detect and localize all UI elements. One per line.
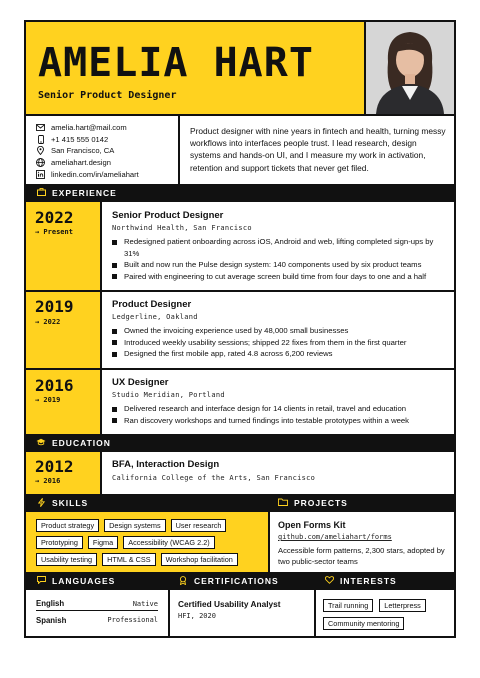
skill-chip: Design systems (104, 519, 166, 532)
job-2-divider (100, 292, 102, 368)
language-row (36, 597, 158, 611)
language-name: English (36, 599, 65, 608)
certifications-heading (168, 572, 314, 590)
job-1-title: Senior Product Designer (112, 210, 224, 221)
project-description: Accessible form patterns, 2,300 stars, adopted by two public-sector teams (278, 546, 445, 566)
job-3-bullet: Ran discovery workshops and turned findings into testable prototypes within a week (112, 415, 446, 427)
job-3-divider (100, 370, 102, 434)
skill-chip: Product strategy (36, 519, 99, 532)
contact-phone[interactable] (36, 134, 139, 146)
lightning-icon (36, 498, 46, 509)
candidate-role: Senior Product Designer (38, 90, 177, 101)
skill-chip: Workshop facilitation (161, 553, 238, 566)
job-3-title: UX Designer (112, 377, 169, 388)
job-1-bullet: Paired with engineering to cut average screen build time from four days to one and a half (112, 271, 446, 283)
speech-bubble-icon (36, 576, 46, 586)
job-2-year: 2019 (35, 297, 74, 316)
education-year: 2012 (35, 457, 74, 476)
graduation-cap-icon (36, 438, 46, 448)
education-until: → 2016 (35, 477, 61, 485)
profile-summary: Product designer with nine years in fintech and health, turning messy workflows into interfaces people trust. I lead research, design systems and hands-on UI, and I measure my work in activation, retention and support tickets that never get filed. (190, 126, 446, 173)
interest-chip: Trail running (323, 599, 373, 612)
job-2-org: Ledgerline, Oakland (112, 313, 198, 321)
interest-chip: Community mentoring (323, 617, 404, 630)
heart-icon (324, 576, 334, 586)
experience-heading (26, 184, 454, 202)
skill-chip: Usability testing (36, 553, 97, 566)
language-level: Professional (107, 616, 158, 624)
header-bottom-rule (26, 114, 454, 116)
skill-chip: Accessibility (WCAG 2.2) (123, 536, 215, 549)
language-row (36, 613, 158, 627)
job-2-bullet: Designed the first mobile app, rated 4.8 across 6,200 reviews (112, 348, 446, 360)
job-2-bullets (112, 325, 446, 360)
interests-heading-text: INTERESTS (340, 576, 397, 586)
job-2-until: → 2022 (35, 318, 61, 326)
location-pin-icon (36, 146, 45, 155)
skill-chip: User research (171, 519, 227, 532)
language-name: Spanish (36, 615, 67, 625)
contact-email-text: amelia.hart@mail.com (51, 123, 127, 133)
contact-email[interactable] (36, 122, 139, 134)
contact-website[interactable] (36, 157, 139, 169)
contact-website-text: ameliahart.design (51, 158, 111, 168)
job-2-title: Product Designer (112, 299, 192, 310)
job-3-bullet: Delivered research and interface design for 14 clients in retail, travel and education (112, 403, 446, 415)
project-title: Open Forms Kit (278, 520, 346, 530)
portrait-image (366, 22, 454, 114)
globe-icon (36, 158, 45, 167)
job-2-bullet: Introduced weekly usability sessions; shipped 22 fixes from them in the first quarter (112, 337, 446, 349)
award-icon (178, 576, 188, 587)
languages-heading-text: LANGUAGES (52, 576, 116, 586)
project-link[interactable]: github.com/ameliahart/forms (278, 533, 392, 541)
education-title: BFA, Interaction Design (112, 459, 220, 470)
mail-icon (36, 123, 45, 132)
certification-detail: HFI, 2020 (178, 612, 216, 620)
languages-divider (168, 590, 170, 638)
projects-heading-text: PROJECTS (294, 498, 348, 508)
certifications-heading-text: CERTIFICATIONS (194, 576, 279, 586)
contact-phone-text: +1 415 555 0142 (51, 134, 109, 144)
job-3-org: Studio Meridian, Portland (112, 391, 225, 399)
certification-title: Certified Usability Analyst (178, 599, 281, 609)
job-1-until: → Present (35, 228, 73, 236)
linkedin-icon (36, 170, 45, 179)
phone-icon (36, 135, 45, 144)
job-3-year: 2016 (35, 376, 74, 395)
contact-location (36, 145, 139, 157)
job-3-until: → 2019 (35, 396, 61, 404)
skills-chips (36, 519, 262, 566)
languages-heading (26, 572, 168, 590)
folder-icon (278, 498, 288, 508)
job-1-bullet: Redesigned patient onboarding across iOS, Android and web, lifting completed sign-ups by 31% (112, 236, 446, 259)
certifications-divider (314, 590, 316, 638)
interests-heading (314, 572, 454, 590)
job-2-bullet: Owned the invoicing experience used by 48,000 small businesses (112, 325, 446, 337)
job-3-bullets (112, 403, 446, 426)
skill-chip: HTML & CSS (102, 553, 156, 566)
interests-chips (323, 599, 447, 630)
contact-list (36, 122, 139, 180)
experience-heading-text: EXPERIENCE (52, 188, 117, 198)
language-level: Native (132, 599, 158, 608)
resume-sheet (24, 20, 456, 638)
job-1-year: 2022 (35, 208, 74, 227)
candidate-name: AMELIA HART (38, 40, 314, 86)
skills-heading (26, 494, 268, 512)
briefcase-icon (36, 188, 46, 198)
skill-chip: Prototyping (36, 536, 83, 549)
education-heading (26, 434, 454, 452)
contact-linkedin[interactable] (36, 168, 139, 180)
job-1-bullet: Built and now run the Pulse design system: 140 components used by six product teams (112, 259, 446, 271)
profile-photo (366, 22, 454, 114)
job-1-bullets (112, 236, 446, 282)
education-divider (100, 452, 102, 494)
contact-divider (178, 114, 180, 184)
contact-location-text: San Francisco, CA (51, 146, 115, 156)
interest-chip: Letterpress (379, 599, 426, 612)
job-1-org: Northwind Health, San Francisco (112, 224, 252, 232)
contact-linkedin-text: linkedin.com/in/ameliahart (51, 169, 139, 179)
skill-chip: Figma (88, 536, 118, 549)
skills-divider (268, 512, 270, 572)
skills-heading-text: SKILLS (52, 498, 89, 508)
job-1-divider (100, 202, 102, 290)
projects-heading (268, 494, 454, 512)
education-org: California College of the Arts, San Francisco (112, 474, 316, 482)
education-heading-text: EDUCATION (52, 438, 111, 448)
